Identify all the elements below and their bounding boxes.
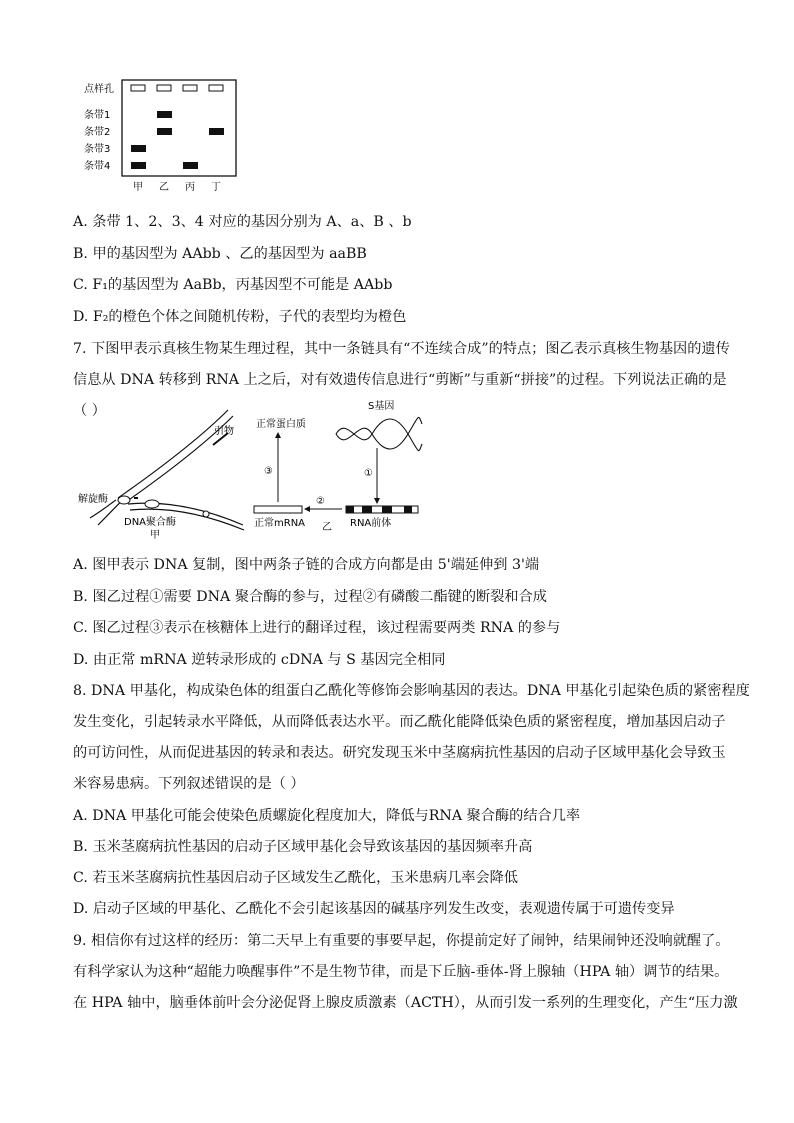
q8-option-d: D. 启动子区域的甲基化、乙酰化不会引起该基因的碱基序列发生改变，表观遗传属于可遗传变异 bbox=[73, 901, 675, 917]
label-yi: 乙 bbox=[322, 522, 332, 533]
q7-option-c: C. 图乙过程③表示在核糖体上进行的翻译过程，该过程需要两类 RNA 的参与 bbox=[73, 620, 561, 636]
q7-option-a: A. 图甲表示 DNA 复制，图中两条子链的合成方向都是由 5'端延伸到 3'端 bbox=[73, 557, 540, 573]
q9-stem-line3: 在 HPA 轴中，脑垂体前叶会分泌促肾上腺皮质激素（ACTH），从而引发一系列的生理变化，产生“压力激 bbox=[73, 995, 738, 1011]
q6-option-a: A. 条带 1、2、3、4 对应的基因分别为 A、a、B 、b bbox=[73, 214, 412, 230]
gel-col-label-bing: 丙 bbox=[185, 182, 195, 193]
helicase-shape bbox=[118, 496, 130, 504]
q8-stem-line3: 的可访问性，从而促进基因的转录和表达。研究发现玉米中茎腐病抗性基因的启动子区域甲基化会导致玉 bbox=[73, 745, 726, 761]
label-helicase: 解旋酶 bbox=[78, 494, 108, 505]
gel-col-label-yi: 乙 bbox=[159, 182, 169, 193]
figure-jia bbox=[78, 410, 244, 541]
label-step3: ③ bbox=[264, 466, 273, 477]
q7-stem-line3: （ ） bbox=[73, 403, 106, 419]
gel-band bbox=[131, 162, 146, 169]
gel-row-label-band3: 条带3 bbox=[84, 144, 111, 155]
gel-well bbox=[209, 85, 223, 91]
q7-stem-line1: 7. 下图甲表示真核生物某生理过程，其中一条链具有“不连续合成”的特点；图乙表示真核生物基因的遗传 bbox=[73, 341, 730, 357]
q6-option-d: D. F₂的橙色个体之间随机传粉，子代的表型均为橙色 bbox=[73, 309, 407, 325]
gel-col-label-ding: 丁 bbox=[211, 182, 221, 193]
q6-option-c: C. F₁的基因型为 AaBb，丙基因型不可能是 AAbb bbox=[73, 277, 393, 293]
gel-well bbox=[131, 85, 145, 91]
q8-option-a: A. DNA 甲基化可能会使染色质螺旋化程度加大，降低与RNA 聚合酶的结合几率 bbox=[73, 808, 581, 824]
gel-band bbox=[183, 162, 198, 169]
q8-stem-line4: 米容易患病。下列叙述错误的是（ ） bbox=[73, 776, 305, 792]
gel-band bbox=[157, 111, 172, 118]
q9-stem-line2: 有科学家认为这种“超能力唤醒事件”不是生物节律，而是下丘脑-垂体-肾上腺轴（HPA 轴）调节的结果。 bbox=[73, 964, 729, 980]
label-dna-polymerase: DNA聚合酶 bbox=[124, 517, 177, 528]
gel-row-label-band1: 条带1 bbox=[84, 110, 111, 121]
dna-polymerase-shape bbox=[145, 500, 159, 508]
figure-yi bbox=[254, 399, 422, 533]
label-s-gene: S基因 bbox=[368, 401, 395, 412]
q7-figure bbox=[78, 400, 428, 541]
q7-option-d: D. 由正常 mRNA 逆转录形成的 cDNA 与 S 基因完全相同 bbox=[73, 652, 446, 668]
gel-row-label-band2: 条带2 bbox=[84, 127, 111, 138]
label-normal-mrna: 正常mRNA bbox=[254, 518, 306, 529]
q8-stem-line2: 发生变化，引起转录水平降低，从而降低表达水平。而乙酰化能降低染色质的紧密程度，增加基因启动子 bbox=[73, 714, 726, 730]
label-step1: ① bbox=[364, 468, 373, 479]
q8-option-c: C. 若玉米茎腐病抗性基因启动子区域发生乙酰化，玉米患病几率会降低 bbox=[73, 870, 518, 886]
q6-option-b: B. 甲的基因型为 AAbb 、乙的基因型为 aaBB bbox=[73, 246, 367, 262]
gel-well bbox=[157, 85, 171, 91]
label-jia: 甲 bbox=[150, 530, 160, 541]
label-step2: ② bbox=[316, 496, 325, 507]
label-rna-precursor: RNA前体 bbox=[350, 518, 392, 529]
q9-stem-line1: 9. 相信你有过这样的经历：第二天早上有重要的事要早起，你提前定好了闹钟，结果闹钟还没响就醒了。 bbox=[73, 933, 730, 949]
gel-well bbox=[183, 85, 197, 91]
gel-band bbox=[209, 128, 224, 135]
label-primer: 引物 bbox=[214, 426, 234, 437]
normal-mrna-bar bbox=[254, 506, 302, 513]
q7-option-b: B. 图乙过程①需要 DNA 聚合酶的参与，过程②有磷酸二酯键的断裂和合成 bbox=[73, 589, 547, 605]
q8-stem-line1: 8. DNA 甲基化，构成染色体的组蛋白乙酰化等修饰会影响基因的表达。DNA 甲基化引起染色质的紧密程度 bbox=[73, 683, 750, 699]
gel-figure bbox=[84, 76, 244, 194]
q7-stem-line2: 信息从 DNA 转移到 RNA 上之后，对有效遗传信息进行“剪断”与重新“拼接”的过程。下列说法正确的是 bbox=[73, 372, 727, 388]
gel-band bbox=[157, 128, 172, 135]
gel-band bbox=[131, 145, 146, 152]
gel-row-label-wells: 点样孔 bbox=[84, 84, 114, 95]
gel-row-label-band4: 条带4 bbox=[84, 161, 111, 172]
gel-col-label-jia: 甲 bbox=[133, 182, 143, 193]
label-normal-protein: 正常蛋白质 bbox=[256, 419, 306, 430]
q8-option-b: B. 玉米茎腐病抗性基因的启动子区域甲基化会导致该基因的基因频率升高 bbox=[73, 839, 533, 855]
